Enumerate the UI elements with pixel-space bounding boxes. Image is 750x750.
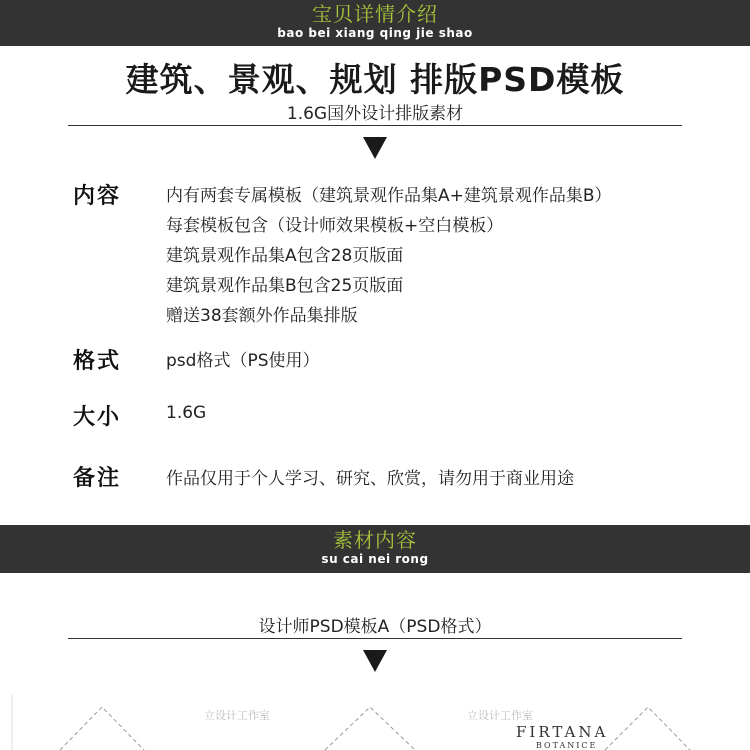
template-preview-graphics	[0, 695, 750, 750]
format-value: psd格式（PS使用）	[166, 351, 320, 371]
note-label: 备注	[73, 466, 122, 491]
page-subtitle: 1.6G国外设计排版素材	[286, 104, 464, 124]
size-label: 大小	[73, 405, 122, 430]
content-line: 内有两套专属模板（建筑景观作品集A+建筑景观作品集B）	[166, 186, 612, 206]
template-a-title: 设计师PSD模板A（PSD格式）	[258, 617, 492, 637]
content-label: 内容	[73, 184, 122, 209]
format-label: 格式	[73, 349, 122, 374]
down-triangle-icon	[363, 650, 387, 672]
preview-diamond-shape	[60, 707, 144, 750]
header-band-title: 宝贝详情介绍	[312, 2, 438, 26]
size-value: 1.6G	[166, 403, 207, 423]
note-value: 作品仅用于个人学习、研究、欣赏，请勿用于商业用途	[166, 469, 574, 489]
brand-subtext: BOTANICE	[536, 741, 598, 750]
header-band-subtitle: bao bei xiang qing jie shao	[277, 26, 473, 40]
preview-diamond-shape	[605, 707, 690, 750]
content-line: 建筑景观作品集A包含28页版面	[166, 246, 404, 266]
studio-text: 立设计工作室	[204, 709, 270, 722]
page-title: 建筑、景观、规划 排版PSD模板	[125, 60, 625, 99]
brand-logo-text: FIRTANA	[516, 723, 609, 741]
preview-diamond-shape	[325, 707, 415, 750]
material-band-title: 素材内容	[333, 528, 417, 552]
studio-text: 立设计工作室	[467, 709, 533, 722]
material-band	[0, 525, 750, 573]
down-triangle-icon	[363, 137, 387, 159]
divider-line	[68, 125, 682, 126]
content-line: 每套模板包含（设计师效果模板+空白模板）	[166, 216, 504, 236]
divider-line	[68, 638, 682, 639]
content-line: 赠送38套额外作品集排版	[166, 306, 358, 326]
material-band-subtitle: su cai nei rong	[321, 552, 429, 566]
header-band	[0, 0, 750, 46]
content-line: 建筑景观作品集B包含25页版面	[166, 276, 404, 296]
